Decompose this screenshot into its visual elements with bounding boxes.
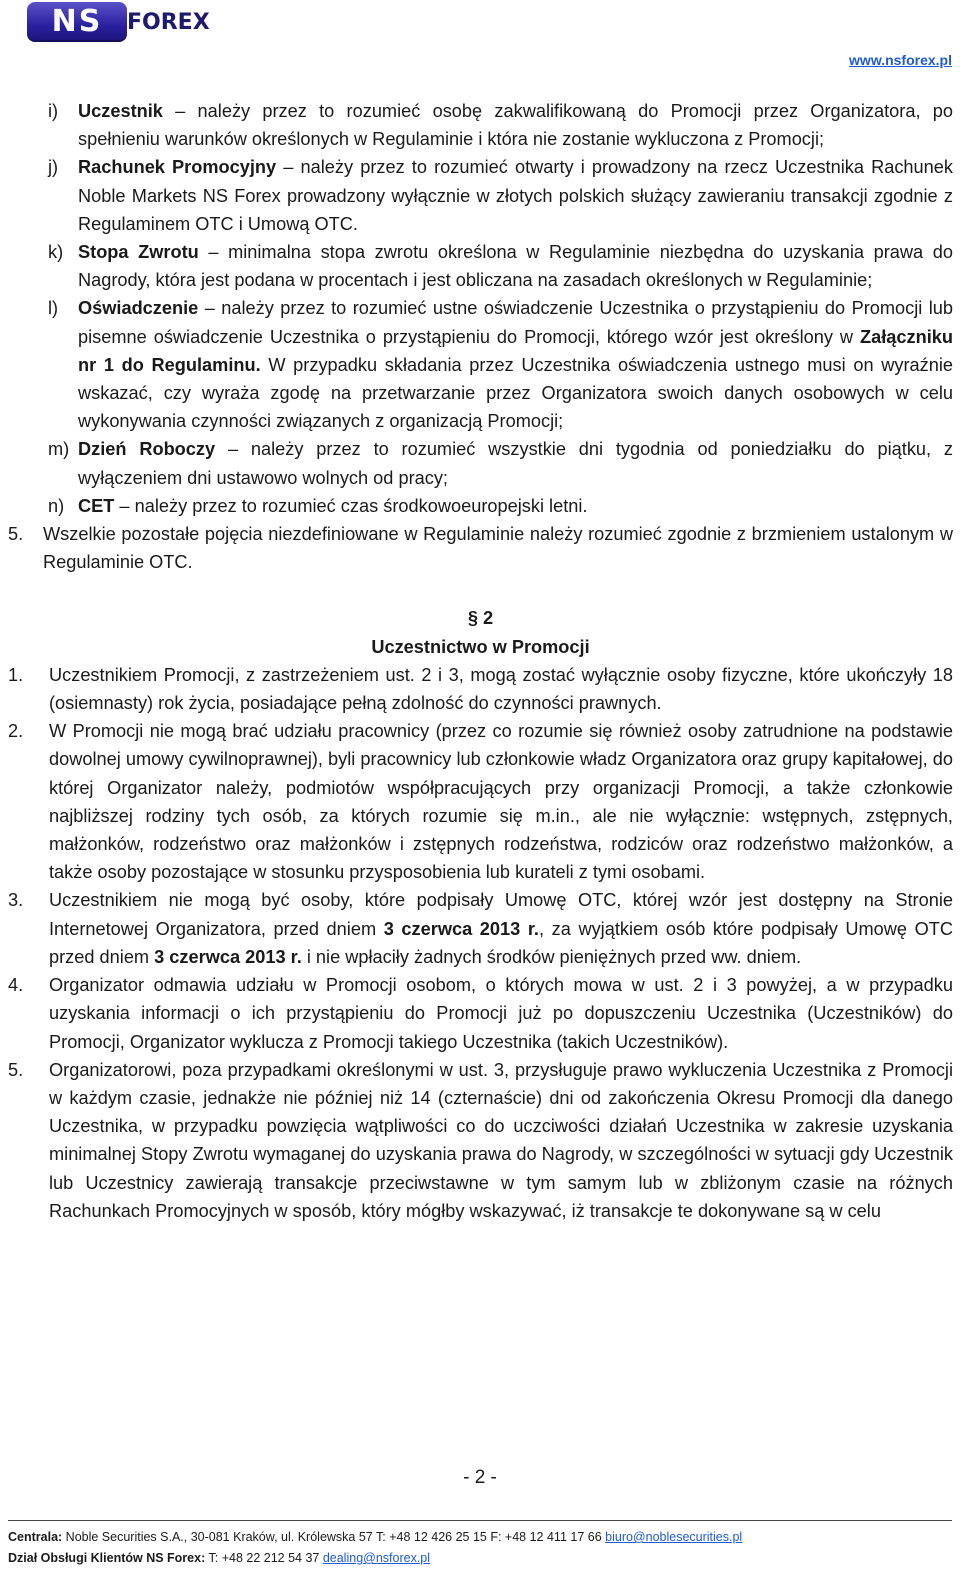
- logo-ns-text: NS: [51, 4, 103, 39]
- item-text: CET – należy przez to rozumieć czas środkowoeuropejski letni.: [78, 495, 588, 516]
- section-number: § 2: [467, 608, 494, 629]
- item-text: Organizatorowi, poza przypadkami określonymi w ust. 3, przysługuje prawo wykluczenia Uczestnika z Promocji w każdym czasie, jednakże nie później niż 14 (czternaście) dni od zakończenia Okresu Promocji dla danego Uczestnika, w przypadku powzięcia wątpliwości co do uczciwości działań Uczestnika w zakresie uzyskania minimalnej Stopy Zwrotu wymaganej do uzyskania prawa do Nagrody, w szczególności w sytuacji gdy Uczestnik lub Uczestnicy zawierają transakcje przeciwstawne w tym samym lub w zbliżonym czasie na różnych Rachunkach Promocyjnych w sposób, który mógłby wskazywać, iż transakcje te dokonywane są w celu: [49, 1059, 953, 1221]
- item-text: Stopa Zwrotu – minimalna stopa zwrotu określona w Regulaminie niezbędna do uzyskania prawa do Nagrody, która jest podana w procentach i jest obliczana na zasadach określonych w Regulaminie;: [78, 242, 953, 291]
- item-text: Dzień Roboczy – należy przez to rozumieć wszystkie dni tygodnia od poniedziałku do piątku, z wyłączeniem dni ustawowo wolnych od pracy;: [78, 439, 953, 488]
- definition-item-j: [8, 153, 953, 238]
- site-url-link[interactable]: www.nsforex.pl: [849, 52, 952, 68]
- footer-label: Dział Obsługi Klientów NS Forex:: [8, 1551, 206, 1565]
- item-text: Organizator odmawia udziału w Promocji osobom, o których mowa w ust. 2 i 3 powyżej, a w przypadku uzyskania informacji o ich przystąpieniu do Promocji już po dopuszczeniu Uczestnika (Uczestników) do Promocji, Organizator wyklucza z Promocji takiego Uczestnika (takich Uczestników).: [49, 975, 953, 1052]
- definition-item-n: [8, 492, 953, 520]
- item-text: Wszelkie pozostałe pojęcia niezdefiniowane w Regulaminie należy rozumieć zgodnie z brzmieniem ustalonym w Regulaminie OTC.: [43, 524, 953, 573]
- date-cutoff: 3 czerwca 2013 r.: [383, 918, 539, 939]
- section-title: Uczestnictwo w Promocji: [371, 636, 590, 657]
- item-text: Uczestnikiem nie mogą być osoby, które podpisały Umowę OTC, której wzór jest dostępny na Stronie Internetowej Organizatora, przed dniem 3 czerwca 2013 r., za wyjątkiem osób które podpisały Umowę OTC przed dniem 3 czerwca 2013 r. i nie wpłaciły żadnych środków pieniężnych przed ww. dniem.: [49, 890, 954, 967]
- email-link[interactable]: biuro@noblesecurities.pl: [605, 1530, 743, 1544]
- item-marker: 1.: [8, 664, 24, 685]
- defined-term: Uczestnik: [78, 101, 163, 121]
- item-text: Uczestnikiem Promocji, z zastrzeżeniem ust. 2 i 3, mogą zostać wyłącznie osoby fizyczne, które ukończyły 18 (osiemnasty) rok życia, posiadające pełną zdolność do czynności prawnych.: [49, 664, 953, 714]
- point-4: [8, 971, 953, 1056]
- item-marker: 3.: [8, 890, 24, 911]
- defined-term: CET: [78, 495, 115, 516]
- nsforex-logo: [27, 2, 210, 42]
- item-text: Oświadczenie – należy przez to rozumieć ustne oświadczenie Uczestnika o przystąpieniu do Promocji lub pisemne oświadczenie Uczestnika o przystąpieniu do Promocji, którego wzór jest określony w Załączniku nr 1 do Regulaminu. W przypadku składania przez Uczestnika oświadczenia ustnego musi on wyraźnie wskazać, czy wyraża zgodę na przetwarzanie przez Organizatora swoich danych osobowych w celu wykonywania czynności związanych z organizacją Promocji;: [78, 298, 953, 432]
- spacer: [8, 576, 953, 604]
- footer-divider: [8, 1520, 952, 1521]
- page-number: - 2 -: [463, 1467, 497, 1488]
- logo-badge: [27, 2, 127, 42]
- defined-term: Rachunek Promocyjny: [78, 157, 277, 178]
- defined-term: Stopa Zwrotu: [78, 242, 199, 263]
- item-text: Uczestnik – należy przez to rozumieć osobę zakwalifikowaną do Promocji przez Organizatora, po spełnieniu warunków określonych w Regulaminie i która nie zostanie wykluczona z Promocji;: [78, 101, 953, 150]
- definition-item-l: [8, 294, 953, 435]
- definition-item-k: [8, 238, 953, 294]
- item-marker: 4.: [8, 975, 24, 996]
- item-text: Rachunek Promocyjny – należy przez to rozumieć otwarty i prowadzony na rzecz Uczestnika Rachunek Noble Markets NS Forex prowadzony wyłącznie w złotych polskich służący zawieraniu transakcji zgodnie z Regulaminem OTC i Umową OTC.: [78, 157, 953, 234]
- date-cutoff: 3 czerwca 2013 r.: [154, 946, 302, 967]
- point-5: [8, 1056, 953, 1225]
- item-marker: j): [48, 157, 59, 178]
- defined-term: Oświadczenie: [78, 298, 199, 319]
- item-marker: 2.: [8, 721, 24, 742]
- item-text: W Promocji nie mogą brać udziału pracownicy (przez co rozumie się również osoby zatrudnione na podstawie dowolnej umowy cywilnoprawnej), byli pracownicy lub członkowie władz Organizatora oraz grupy kapitałowej, do której Organizator należy, podmiotów współpracujących przy organizacji Promocji, a także członkowie najbliższej rodziny tych osób, za których rozumie się m.in., ale nie wyłącznie: wstępnych, zstępnych, małżonków, rodzeństwo oraz małżonków i zstępnych rodzeństwa, rodziców oraz rodzeństwo małżonków, a także osoby pozostające w stosunku przysposobienia lub kurateli z tymi osobami.: [49, 721, 953, 883]
- point-1: [8, 661, 953, 717]
- defined-term: Dzień Roboczy: [78, 439, 216, 460]
- footer-line-customer-service: Dział Obsługi Klientów NS Forex: T: +48 22 212 54 37 dealing@nsforex.pl: [8, 1551, 431, 1565]
- definition-item-i: [8, 97, 953, 153]
- item-marker: m): [48, 439, 70, 460]
- logo-forex-text: FOREX: [127, 10, 210, 35]
- item-marker: 5.: [8, 524, 24, 545]
- item-marker: i): [48, 101, 59, 121]
- footer-line-headquarters: Centrala: Noble Securities S.A., 30-081 Kraków, ul. Królewska 57 T: +48 12 426 25 15 F: +48 12 411 17 66 biuro@noblesecurities.pl: [8, 1530, 743, 1544]
- item-marker: k): [48, 242, 64, 263]
- point-3: [8, 886, 953, 971]
- document-body: [8, 97, 953, 1225]
- item-marker: l): [48, 298, 59, 319]
- attachment-reference: Załączniku nr 1 do Regulaminu.: [78, 326, 953, 375]
- point-2: [8, 717, 953, 886]
- definition-item-m: [8, 435, 953, 491]
- item-marker: 5.: [8, 1059, 24, 1080]
- item-marker: n): [48, 495, 65, 516]
- footer-label: Centrala:: [8, 1530, 63, 1544]
- email-link[interactable]: dealing@nsforex.pl: [322, 1551, 431, 1565]
- page-footer: [8, 1527, 953, 1569]
- paragraph-5: [8, 520, 953, 576]
